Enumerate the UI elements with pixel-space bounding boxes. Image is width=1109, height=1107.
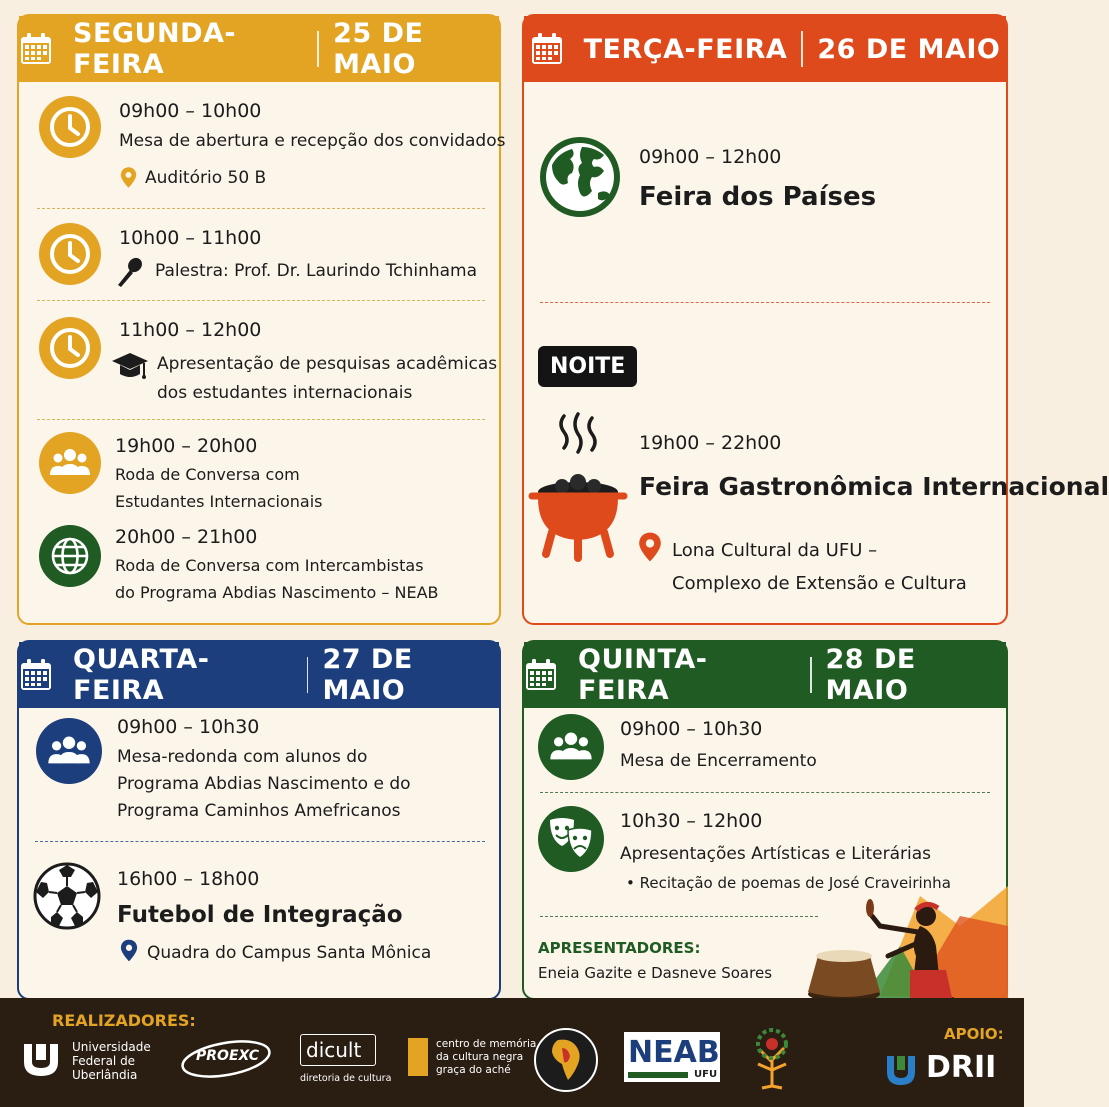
divider [37,300,485,301]
divider [540,792,990,793]
neab-ufu: UFU [694,1069,718,1080]
location-pin-icon [120,938,138,963]
dancer-drummer-illustration [760,886,1008,1000]
centro-memoria-mark [408,1038,428,1076]
event-place-line1: Lona Cultural da UFU – [672,540,878,561]
event-time: 20h00 – 21h00 [115,526,258,548]
ufu-logo [20,1038,62,1080]
divider [37,208,485,209]
event-title: Feira dos Países [639,182,877,212]
header-separator [810,657,812,693]
event-title: Futebol de Integração [117,902,403,928]
calendar-icon [19,658,53,692]
ufu-line3: Uberlândia [72,1068,138,1082]
event-title-line1: Apresentação de pesquisas acadêmicas [157,354,498,374]
dicult-subtitle: diretoria de cultura [300,1073,392,1084]
wednesday-card [17,640,501,1000]
thursday-date: 28 DE MAIO [825,644,916,706]
event-time: 09h00 – 10h30 [117,716,260,738]
event-title-line3: Programa Caminhos Amefricanos [117,801,401,821]
event-time: 16h00 – 18h00 [117,868,260,890]
calendar-icon [524,658,558,692]
people-icon [36,718,102,784]
ufu-line2: Federal de [72,1054,136,1068]
event-time: 10h00 – 11h00 [119,227,262,249]
wednesday-date: 27 DE MAIO [322,644,413,706]
microphone-icon [115,256,145,288]
world-globe-icon [538,130,622,224]
event-title-line2: Programa Abdias Nascimento e do [117,774,411,794]
event-title: Feira Gastronômica Internacional [639,472,1109,501]
event-title-line1: Mesa-redonda com alunos do [117,747,368,767]
event-title-line1: Roda de Conversa com Intercambistas [115,556,424,575]
bullet-text: Recitação de poemas de José Craveirinha [639,874,951,892]
thursday-day: QUINTA-FEIRA [578,644,708,706]
realizadores-label: REALIZADORES: [52,1011,196,1030]
event-title: Palestra: Prof. Dr. Laurindo Tchinhama [155,261,478,281]
apoio-label: APOIO: [944,1025,1004,1043]
tree-logo [742,1026,802,1090]
wednesday-day: QUARTA-FEIRA [73,644,210,706]
event-time: 11h00 – 12h00 [119,319,262,341]
event-time: 09h00 – 12h00 [639,146,782,168]
night-badge: NOITE [538,346,637,387]
header-separator [801,31,803,67]
people-icon [39,432,101,494]
event-title: Mesa de Encerramento [620,751,817,771]
event-title-line2: dos estudantes internacionais [157,383,413,403]
monday-day: SEGUNDA-FEIRA [73,18,237,80]
clock-icon [39,317,101,379]
location-pin-icon [120,166,137,189]
globe-icon [39,525,101,587]
calendar-icon [530,32,564,66]
event-title: Mesa de abertura e recepção dos convidados [119,131,506,151]
calendar-icon [19,32,53,66]
cooking-pot-icon [526,412,630,562]
people-icon [538,714,604,780]
proexc-logo: PROEXC [196,1048,260,1064]
thursday-card [522,640,1008,1000]
event-title-line2: do Programa Abdias Nascimento – NEAB [115,583,439,602]
event-title: Apresentações Artísticas e Literárias [620,844,931,864]
event-time: 10h30 – 12h00 [620,810,763,832]
event-time: 09h00 – 10h00 [119,100,262,122]
monday-header [19,16,499,82]
monday-card [17,14,506,625]
monday-date: 25 DE MAIO [333,18,424,80]
header-separator [307,657,309,693]
divider [37,419,485,420]
event-place: Auditório 50 B [145,168,267,188]
event-title-line1: Roda de Conversa com [115,465,300,484]
event-title-line2: Estudantes Internacionais [115,492,323,511]
neab-stripe [628,1072,688,1078]
drii-logo-mark [884,1052,918,1088]
drii-logo: DRII [926,1050,997,1085]
event-time: 19h00 – 22h00 [639,432,782,454]
tuesday-day: TERÇA-FEIRA [583,33,788,65]
event-time: 09h00 – 10h30 [620,718,763,740]
tuesday-card [522,14,1109,625]
event-place-line2: Complexo de Extensão e Cultura [672,573,967,594]
neab-logo: NEAB [628,1035,720,1070]
centro-memoria-line3: graça do aché [436,1064,511,1076]
location-pin-icon [638,531,662,563]
ufu-line1: Universidade [72,1040,151,1054]
clock-icon [39,223,101,285]
divider [35,841,485,842]
centro-memoria-line1: centro de memória [436,1038,537,1050]
tuesday-date: 26 DE MAIO [817,33,1001,65]
dicult-logo: dicult [306,1038,362,1062]
presenters-label: APRESENTADORES: [538,939,701,957]
header-separator [317,31,319,67]
sponsors-footer [0,998,1024,1107]
tuesday-header [524,16,1006,82]
theater-masks-icon [538,806,604,872]
wednesday-header [19,642,499,708]
thursday-header [524,642,1006,708]
centro-memoria-line2: da cultura negra [436,1051,524,1063]
event-bullet: • Recitação de poemas de José Craveirinha [626,874,951,892]
event-place: Quadra do Campus Santa Mônica [147,943,432,963]
africa-circle-logo [532,1026,600,1094]
event-time: 19h00 – 20h00 [115,435,258,457]
graduation-cap-icon [111,350,149,384]
clock-icon [39,96,101,158]
divider [540,302,990,303]
presenters-names: Eneia Gazite e Dasneve Soares [538,964,773,982]
soccer-ball-icon [33,860,101,932]
